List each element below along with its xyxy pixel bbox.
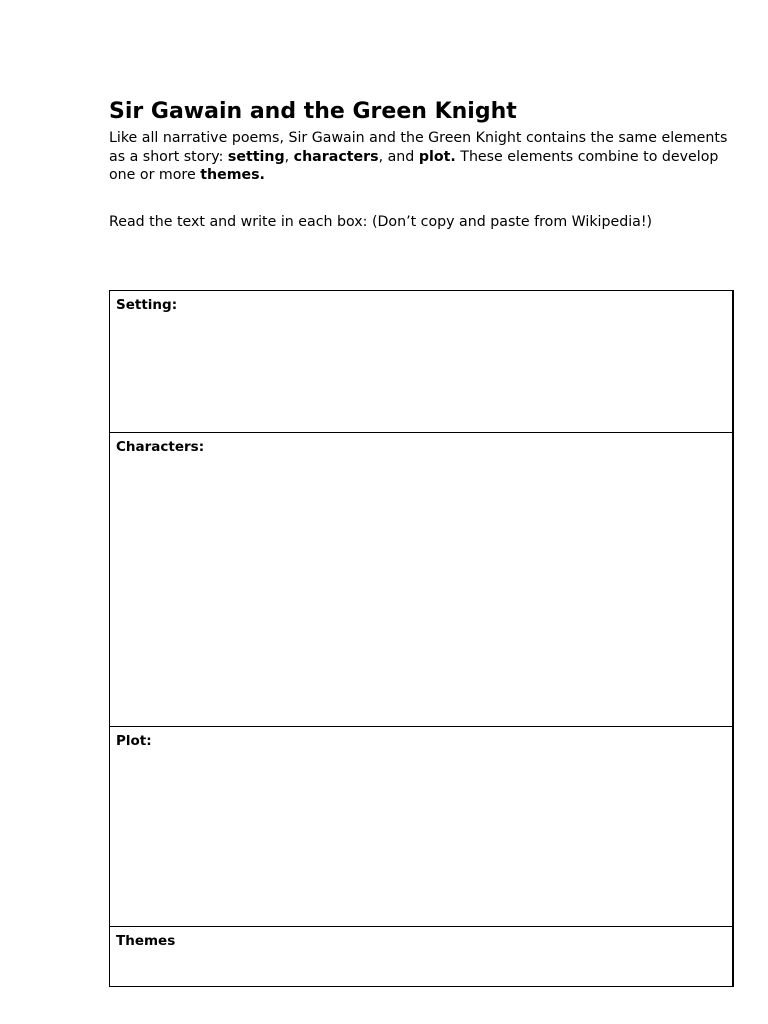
intro-text-1: Like all narrative poems, Sir Gawain and the Green Knight contains the same elements as a short story:: [109, 130, 728, 165]
page-title: Sir Gawain and the Green Knight: [109, 99, 517, 124]
plot-label: Plot:: [116, 733, 152, 749]
characters-box[interactable]: [110, 432, 732, 726]
intro-separator-2: , and: [378, 148, 419, 165]
themes-box[interactable]: [110, 926, 732, 986]
term-themes: themes.: [200, 167, 265, 183]
plot-box[interactable]: [110, 726, 732, 926]
intro-paragraph: [109, 129, 729, 185]
worksheet-table: [109, 290, 734, 987]
setting-label: Setting:: [116, 297, 178, 313]
setting-box[interactable]: [110, 291, 732, 432]
intro-text-2: These elements combine to develop one or more: [109, 148, 719, 183]
intro-separator-1: ,: [284, 148, 294, 165]
term-setting: setting: [227, 148, 285, 165]
instruction-text: Read the text and write in each box: (Don’t copy and paste from Wikipedia!): [109, 214, 653, 230]
characters-label: Characters:: [116, 439, 205, 455]
themes-label: Themes: [116, 933, 176, 949]
term-plot: plot.: [418, 148, 456, 165]
term-characters: characters: [293, 148, 379, 165]
